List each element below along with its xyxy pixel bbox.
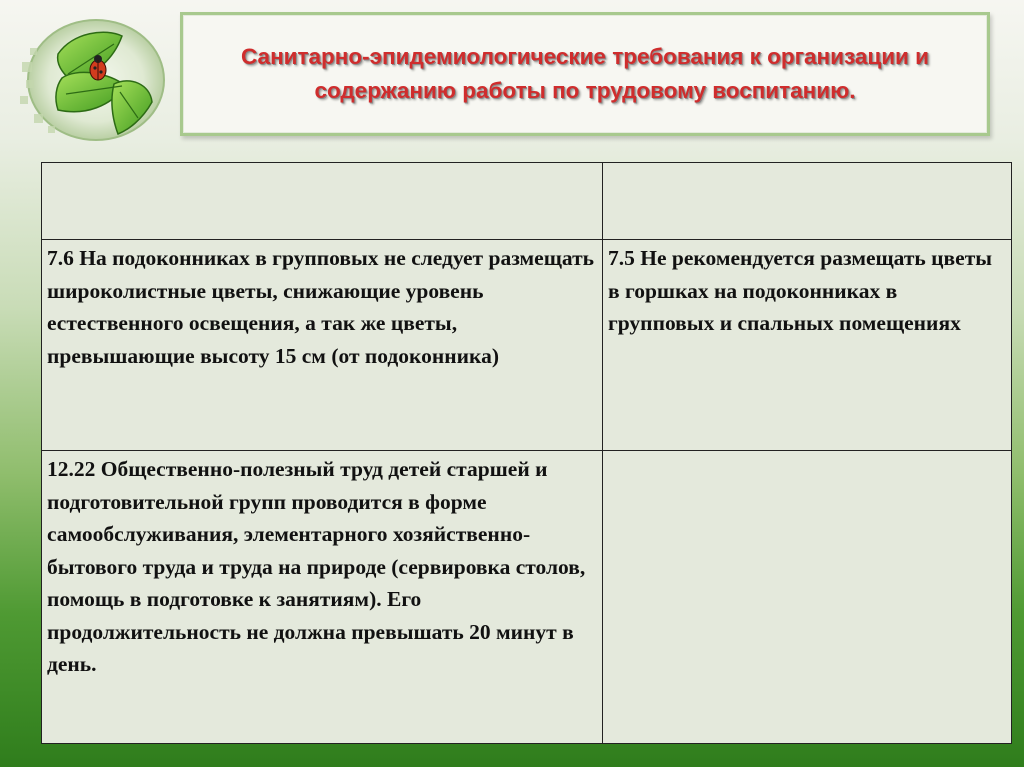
logo [18,14,166,144]
table-cell: 7.6 На подоконниках в групповых не следует размещать широколистные цветы, снижающие уровень естественного освещения, а так же цветы, превышающие высоту 15 см (от подоконника) [42,240,603,451]
table-row [42,163,1012,240]
table-row [42,240,1012,451]
table-cell: 12.22 Общественно-полезный труд детей старшей и подготовительной групп проводится в форме самообслуживания, элементарного хозяйственно-бытового труда и труда на природе (сервировка столов, помощь в подготовке к занятиям). Его продолжительность не должна превышать 20 минут в день. [42,451,603,744]
table-row [42,451,1012,744]
table-cell [603,451,1012,744]
title-box [180,12,990,136]
requirements-table [41,162,1012,744]
table-cell [603,163,1012,240]
leaf-ladybug-logo-icon [18,14,166,144]
page-title: Санитарно-эпидемиологические требования к организации и содержанию работы по трудовому воспитанию. [241,44,929,103]
table-cell [42,163,603,240]
table-cell: 7.5 Не рекомендуется размещать цветы в горшках на подоконниках в групповых и спальных помещениях [603,240,1012,451]
